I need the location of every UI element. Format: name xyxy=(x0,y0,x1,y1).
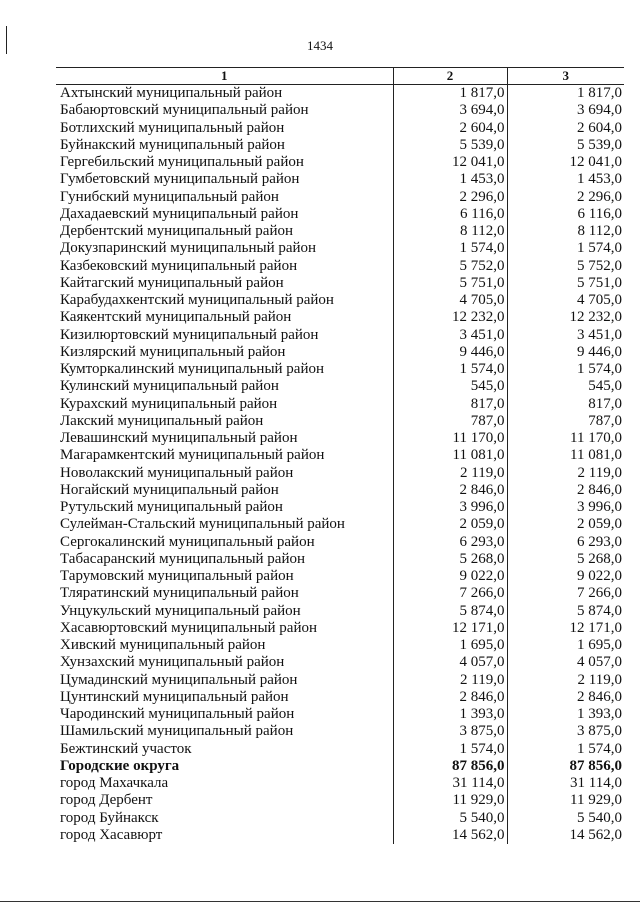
row-name-cell: Новолакский муниципальный район xyxy=(60,464,294,481)
table-row xyxy=(56,258,624,275)
row-value-col-3: 1 574,0 xyxy=(507,361,624,378)
row-name-cell: Дербентский муниципальный район xyxy=(60,223,294,239)
row-value-col-3: 4 057,0 xyxy=(507,654,624,671)
row-value-col-3: 11 081,0 xyxy=(507,447,624,464)
row-value-col-2: 12 232,0 xyxy=(393,309,507,326)
row-value-col-2: 545,0 xyxy=(393,378,507,395)
row-value-col-3: 1 574,0 xyxy=(507,240,624,257)
row-value-col-2: 5 751,0 xyxy=(393,275,507,292)
row-name-cell: Левашинский муниципальный район xyxy=(60,430,298,446)
row-name-cell: Бабаюртовский муниципальный район xyxy=(60,102,309,119)
table-row xyxy=(56,827,624,844)
row-value-col-3: 2 296,0 xyxy=(507,189,624,206)
table-row xyxy=(56,189,624,206)
table-row xyxy=(56,723,624,740)
table-row xyxy=(56,672,624,689)
table-row xyxy=(56,85,624,103)
row-value-col-2: 5 539,0 xyxy=(393,137,507,154)
table-row xyxy=(56,396,624,413)
row-value-col-3: 787,0 xyxy=(507,413,624,430)
table-row xyxy=(56,206,624,223)
row-name-cell: город Буйнакск xyxy=(60,809,159,826)
row-value-col-2: 5 540,0 xyxy=(393,810,507,827)
row-value-col-3: 7 266,0 xyxy=(507,585,624,602)
table-row xyxy=(56,465,624,482)
table-row xyxy=(56,137,624,154)
row-value-col-2: 87 856,0 xyxy=(393,758,507,775)
row-value-col-2: 31 114,0 xyxy=(393,775,507,792)
row-value-col-2: 5 752,0 xyxy=(393,258,507,275)
row-name-cell: Чародинский муниципальный район xyxy=(60,706,295,722)
row-name-cell: Цумадинский муниципальный район xyxy=(60,671,298,688)
row-value-col-3: 2 059,0 xyxy=(507,516,624,533)
row-value-col-2: 1 574,0 xyxy=(393,240,507,257)
row-value-col-2: 8 112,0 xyxy=(393,223,507,240)
row-value-col-3: 3 996,0 xyxy=(507,499,624,516)
row-value-col-3: 1 393,0 xyxy=(507,706,624,723)
row-value-col-2: 4 057,0 xyxy=(393,654,507,671)
table-row xyxy=(56,654,624,671)
row-value-col-2: 2 059,0 xyxy=(393,516,507,533)
row-value-col-3: 1 817,0 xyxy=(507,85,624,103)
table-row xyxy=(56,568,624,585)
row-name-cell: Кулинский муниципальный район xyxy=(60,378,279,395)
row-name-cell: Курахский муниципальный район xyxy=(60,395,278,412)
row-name-cell: Сулейман-Стальский муниципальный район xyxy=(60,516,345,533)
row-value-col-3: 3 694,0 xyxy=(507,102,624,119)
row-name-cell: Кайтагский муниципальный район xyxy=(60,274,284,291)
row-name-cell: Докузпаринский муниципальный район xyxy=(60,240,317,257)
table-row xyxy=(56,447,624,464)
row-value-col-3: 11 929,0 xyxy=(507,792,624,809)
budget-table-container xyxy=(56,67,624,844)
row-name-cell: Унцукульский муниципальный район xyxy=(60,602,301,619)
table-row xyxy=(56,275,624,292)
table-row xyxy=(56,327,624,344)
row-value-col-2: 14 562,0 xyxy=(393,827,507,844)
table-row xyxy=(56,120,624,137)
row-value-col-3: 5 539,0 xyxy=(507,137,624,154)
row-value-col-3: 2 604,0 xyxy=(507,120,624,137)
table-row xyxy=(56,637,624,654)
table-row xyxy=(56,551,624,568)
table-row xyxy=(56,585,624,602)
row-value-col-2: 787,0 xyxy=(393,413,507,430)
row-value-col-2: 12 171,0 xyxy=(393,620,507,637)
table-row xyxy=(56,499,624,516)
row-value-col-3: 3 875,0 xyxy=(507,723,624,740)
row-name-cell: город Дербент xyxy=(60,792,153,809)
row-value-col-3: 545,0 xyxy=(507,378,624,395)
row-value-col-3: 2 119,0 xyxy=(507,465,624,482)
table-header xyxy=(56,68,624,85)
page-number: 1434 xyxy=(307,38,333,53)
row-name-cell: Шамильский муниципальный район xyxy=(60,723,294,740)
row-value-col-3: 1 695,0 xyxy=(507,637,624,654)
row-name-cell: Ахтынский муниципальный район xyxy=(60,85,283,101)
row-value-col-2: 817,0 xyxy=(393,396,507,413)
table-row xyxy=(56,171,624,188)
table-row xyxy=(56,516,624,533)
row-value-col-2: 2 119,0 xyxy=(393,465,507,482)
row-name-cell: Гунибский муниципальный район xyxy=(60,188,279,205)
row-name-cell: Тляратинский муниципальный район xyxy=(60,585,299,602)
table-row xyxy=(56,344,624,361)
row-value-col-2: 7 266,0 xyxy=(393,585,507,602)
row-value-col-2: 6 293,0 xyxy=(393,534,507,551)
table-row xyxy=(56,361,624,378)
row-name-cell: Гергебильский муниципальный район xyxy=(60,154,304,170)
row-name-cell: Кумторкалинский муниципальный район xyxy=(60,361,325,377)
row-value-col-2: 1 393,0 xyxy=(393,706,507,723)
row-name-cell: Ботлихский муниципальный район xyxy=(60,119,285,136)
row-name-cell: Лакский муниципальный район xyxy=(60,412,264,429)
row-name-cell: Сергокалинский муниципальный район xyxy=(60,533,315,550)
row-value-col-2: 3 996,0 xyxy=(393,499,507,516)
row-name-cell: город Махачкала xyxy=(60,775,169,791)
table-row xyxy=(56,620,624,637)
row-value-col-3: 9 446,0 xyxy=(507,344,624,361)
table-row xyxy=(56,240,624,257)
row-name-cell: Кизлярский муниципальный район xyxy=(60,343,286,360)
row-value-col-2: 2 119,0 xyxy=(393,672,507,689)
row-value-col-2: 2 296,0 xyxy=(393,189,507,206)
budget-table xyxy=(56,67,624,844)
row-value-col-2: 2 846,0 xyxy=(393,482,507,499)
scan-bottom-edge xyxy=(0,901,640,902)
header-col-3: 3 xyxy=(507,68,624,85)
row-name-cell: Гумбетовский муниципальный район xyxy=(60,171,300,188)
row-name-cell: Кизилюртовский муниципальный район xyxy=(60,326,319,343)
table-row xyxy=(56,378,624,395)
row-name-cell: Ногайский муниципальный район xyxy=(60,481,279,498)
row-value-col-3: 5 751,0 xyxy=(507,275,624,292)
row-name-cell: Каякентский муниципальный район xyxy=(60,309,292,326)
row-name-cell: Цунтинский муниципальный район xyxy=(60,688,289,705)
row-value-col-2: 1 817,0 xyxy=(393,85,507,103)
row-value-col-3: 5 268,0 xyxy=(507,551,624,568)
row-name-cell: Табасаранский муниципальный район xyxy=(60,550,306,567)
row-value-col-2: 1 695,0 xyxy=(393,637,507,654)
table-row xyxy=(56,154,624,171)
row-value-col-2: 3 451,0 xyxy=(393,327,507,344)
row-value-col-3: 6 293,0 xyxy=(507,534,624,551)
table-row xyxy=(56,689,624,706)
row-name-cell: Хунзахский муниципальный район xyxy=(60,654,285,671)
row-value-col-2: 5 874,0 xyxy=(393,603,507,620)
row-value-col-2: 11 929,0 xyxy=(393,792,507,809)
row-value-col-3: 31 114,0 xyxy=(507,775,624,792)
row-value-col-2: 3 875,0 xyxy=(393,723,507,740)
row-value-col-2: 11 081,0 xyxy=(393,447,507,464)
row-value-col-2: 9 022,0 xyxy=(393,568,507,585)
row-value-col-3: 5 752,0 xyxy=(507,258,624,275)
row-name-cell: Карабудахкентский муниципальный район xyxy=(60,292,334,308)
table-row xyxy=(56,223,624,240)
table-row xyxy=(56,741,624,758)
row-value-col-3: 5 540,0 xyxy=(507,810,624,827)
header-col-2: 2 xyxy=(393,68,507,85)
row-value-col-3: 9 022,0 xyxy=(507,568,624,585)
table-row xyxy=(56,534,624,551)
row-name-cell: Казбековский муниципальный район xyxy=(60,257,298,274)
table-body xyxy=(56,85,624,845)
row-value-col-3: 12 171,0 xyxy=(507,620,624,637)
header-row xyxy=(56,68,624,85)
table-row xyxy=(56,292,624,309)
row-name-cell: Магарамкентский муниципальный район xyxy=(60,447,325,464)
row-value-col-2: 2 846,0 xyxy=(393,689,507,706)
row-value-col-3: 4 705,0 xyxy=(507,292,624,309)
row-value-col-2: 2 604,0 xyxy=(393,120,507,137)
row-name-cell: Бежтинский участок xyxy=(60,740,192,757)
header-col-1: 1 xyxy=(56,68,393,85)
table-row xyxy=(56,430,624,447)
row-value-col-2: 1 574,0 xyxy=(393,361,507,378)
row-value-col-2: 12 041,0 xyxy=(393,154,507,171)
row-value-col-3: 11 170,0 xyxy=(507,430,624,447)
row-name-cell: Рутульский муниципальный район xyxy=(60,499,283,515)
row-value-col-3: 817,0 xyxy=(507,396,624,413)
row-value-col-3: 12 041,0 xyxy=(507,154,624,171)
row-value-col-3: 3 451,0 xyxy=(507,327,624,344)
row-value-col-2: 1 453,0 xyxy=(393,171,507,188)
table-row xyxy=(56,309,624,326)
row-value-col-3: 6 116,0 xyxy=(507,206,624,223)
row-value-col-3: 12 232,0 xyxy=(507,309,624,326)
row-value-col-3: 1 574,0 xyxy=(507,741,624,758)
row-value-col-3: 1 453,0 xyxy=(507,171,624,188)
table-row xyxy=(56,775,624,792)
table-row xyxy=(56,792,624,809)
table-row xyxy=(56,706,624,723)
row-name-cell: город Хасавюрт xyxy=(60,826,163,843)
row-value-col-2: 11 170,0 xyxy=(393,430,507,447)
row-value-col-2: 6 116,0 xyxy=(393,206,507,223)
table-row xyxy=(56,810,624,827)
row-value-col-2: 5 268,0 xyxy=(393,551,507,568)
row-value-col-3: 14 562,0 xyxy=(507,827,624,844)
row-name-cell: Хивский муниципальный район xyxy=(60,637,266,653)
table-row xyxy=(56,603,624,620)
table-row xyxy=(56,482,624,499)
row-name-cell: Тарумовский муниципальный район xyxy=(60,568,294,584)
row-value-col-3: 2 846,0 xyxy=(507,689,624,706)
row-value-col-2: 3 694,0 xyxy=(393,102,507,119)
row-value-col-2: 1 574,0 xyxy=(393,741,507,758)
row-name-cell: Буйнакский муниципальный район xyxy=(60,136,285,153)
row-name-cell: Хасавюртовский муниципальный район xyxy=(60,619,318,636)
row-value-col-3: 8 112,0 xyxy=(507,223,624,240)
row-value-col-3: 5 874,0 xyxy=(507,603,624,620)
table-row xyxy=(56,102,624,119)
row-value-col-2: 9 446,0 xyxy=(393,344,507,361)
row-name-cell: Дахадаевский муниципальный район xyxy=(60,205,299,222)
table-section-row xyxy=(56,758,624,775)
row-value-col-2: 4 705,0 xyxy=(393,292,507,309)
row-value-col-3: 2 119,0 xyxy=(507,672,624,689)
row-value-col-3: 87 856,0 xyxy=(507,758,624,775)
row-name-cell: Городские округа xyxy=(60,757,180,774)
table-row xyxy=(56,413,624,430)
row-value-col-3: 2 846,0 xyxy=(507,482,624,499)
